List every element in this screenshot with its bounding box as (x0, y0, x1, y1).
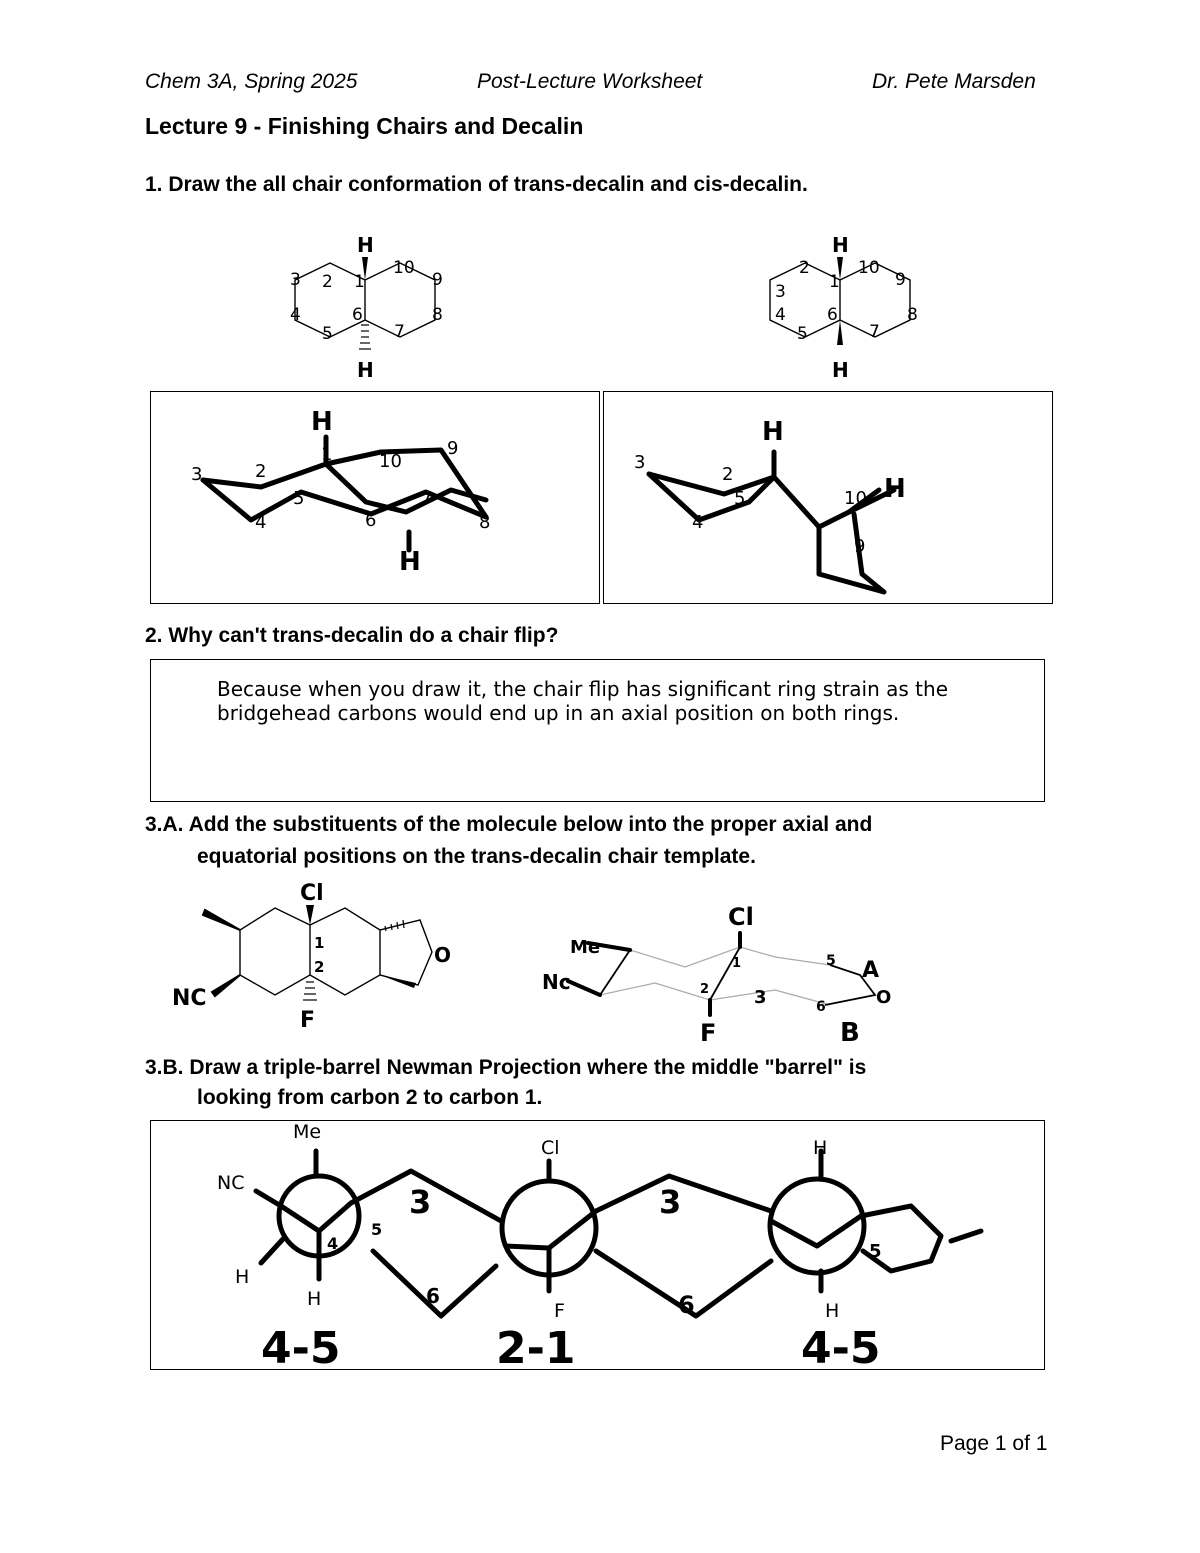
svg-text:7: 7 (421, 488, 433, 509)
svg-text:H: H (311, 407, 333, 437)
svg-text:6: 6 (352, 305, 363, 325)
answer-box-2[interactable] (150, 659, 1045, 802)
trans-decalin-structure (270, 225, 470, 385)
svg-text:9: 9 (447, 438, 459, 459)
worksheet-header: Post-Lecture Worksheet (477, 70, 703, 93)
svg-text:8: 8 (479, 512, 491, 533)
svg-text:10: 10 (844, 488, 867, 509)
svg-text:H: H (832, 358, 849, 382)
svg-text:3: 3 (754, 987, 767, 1008)
svg-text:8: 8 (432, 305, 443, 325)
svg-text:H: H (813, 1137, 828, 1159)
svg-text:6: 6 (816, 999, 826, 1015)
svg-text:6: 6 (678, 1291, 695, 1319)
question-1: 1. Draw the all chair conformation of trans-decalin and cis-decalin. (145, 173, 808, 196)
svg-text:5: 5 (322, 324, 333, 344)
svg-text:Cl: Cl (728, 903, 754, 931)
svg-text:O: O (876, 987, 892, 1008)
svg-text:4-5: 4-5 (261, 1323, 341, 1369)
svg-text:H: H (762, 417, 784, 447)
svg-text:7: 7 (394, 322, 405, 342)
svg-text:O: O (434, 943, 452, 967)
page-title: Lecture 9 - Finishing Chairs and Decalin (145, 113, 584, 139)
svg-text:F: F (700, 1019, 717, 1047)
svg-text:Me: Me (293, 1121, 322, 1143)
question-2: 2. Why can't trans-decalin do a chair flip? (145, 624, 559, 647)
answer-line-1: Because when you draw it, the chair flip has significant ring strain as the (217, 677, 948, 701)
cis-chair-box (603, 391, 1053, 604)
svg-text:3: 3 (409, 1183, 432, 1221)
svg-text:4: 4 (327, 1234, 339, 1253)
svg-text:4: 4 (775, 305, 786, 325)
svg-text:7: 7 (869, 322, 880, 342)
svg-text:6: 6 (827, 305, 838, 325)
newman-projection-box[interactable] (150, 1120, 1045, 1370)
svg-text:F: F (554, 1300, 565, 1322)
svg-text:4: 4 (290, 305, 301, 325)
svg-text:Cl: Cl (300, 881, 324, 906)
svg-text:8: 8 (907, 305, 918, 325)
svg-text:5: 5 (869, 1241, 882, 1262)
svg-text:Cl: Cl (541, 1137, 560, 1159)
svg-text:10: 10 (379, 451, 402, 472)
question-3a-line1: 3.A. Add the substituents of the molecule below into the proper axial and (145, 813, 873, 836)
svg-text:10: 10 (393, 258, 415, 278)
svg-text:5: 5 (826, 953, 836, 969)
svg-text:H: H (399, 547, 421, 577)
svg-text:5: 5 (734, 488, 746, 509)
page-number: Page 1 of 1 (940, 1432, 1048, 1455)
svg-text:2: 2 (322, 272, 333, 292)
svg-text:H: H (307, 1288, 322, 1310)
svg-text:1: 1 (314, 934, 325, 952)
svg-text:Nc: Nc (542, 970, 571, 994)
trans-chair-box (150, 391, 600, 604)
svg-text:4-5: 4-5 (801, 1323, 881, 1369)
h-bottom: H (357, 358, 374, 382)
svg-text:F: F (300, 1008, 316, 1033)
svg-text:1: 1 (829, 272, 840, 292)
svg-text:3: 3 (775, 282, 786, 302)
h-top: H (357, 233, 374, 257)
svg-text:H: H (825, 1300, 840, 1322)
svg-text:5: 5 (797, 324, 808, 344)
svg-text:NC: NC (172, 986, 207, 1011)
svg-text:9: 9 (432, 270, 443, 290)
svg-text:4: 4 (255, 512, 267, 533)
svg-text:NC: NC (217, 1172, 245, 1194)
svg-text:A: A (862, 958, 880, 983)
instructor-header: Dr. Pete Marsden (872, 70, 1036, 93)
svg-text:3: 3 (290, 270, 301, 290)
svg-text:B: B (840, 1018, 860, 1048)
question-3b-line1: 3.B. Draw a triple-barrel Newman Projection where the middle "barrel" is (145, 1056, 867, 1079)
svg-text:5: 5 (293, 488, 305, 509)
svg-text:3: 3 (634, 452, 646, 473)
svg-text:2: 2 (314, 958, 325, 976)
svg-text:6: 6 (426, 1284, 440, 1308)
answer-line-2: bridgehead carbons would end up in an axial position on both rings. (217, 701, 900, 725)
svg-text:H: H (235, 1266, 250, 1288)
substituted-chair-drawing (540, 895, 920, 1050)
svg-text:2: 2 (255, 461, 267, 482)
svg-text:2-1: 2-1 (496, 1323, 576, 1369)
svg-text:6: 6 (365, 510, 377, 531)
svg-text:10: 10 (858, 258, 880, 278)
svg-text:1: 1 (354, 272, 365, 292)
svg-text:H: H (884, 474, 906, 504)
svg-text:9: 9 (895, 270, 906, 290)
svg-text:3: 3 (191, 464, 203, 485)
svg-text:4: 4 (692, 512, 704, 533)
svg-text:1: 1 (321, 444, 333, 465)
svg-text:2: 2 (700, 982, 710, 997)
svg-text:H: H (832, 233, 849, 257)
svg-text:5: 5 (371, 1220, 383, 1239)
question-3a-line2: equatorial positions on the trans-decalin chair template. (197, 845, 756, 868)
svg-text:Me: Me (570, 937, 601, 958)
svg-text:2: 2 (722, 464, 734, 485)
cis-decalin-structure (745, 225, 945, 385)
svg-text:3: 3 (659, 1183, 682, 1221)
svg-text:1: 1 (732, 956, 742, 971)
svg-text:2: 2 (799, 258, 810, 278)
svg-text:9: 9 (854, 536, 866, 557)
question-3b-line2: looking from carbon 2 to carbon 1. (197, 1086, 543, 1109)
substituted-decalin-structure (170, 870, 470, 1040)
course-header: Chem 3A, Spring 2025 (145, 70, 358, 93)
